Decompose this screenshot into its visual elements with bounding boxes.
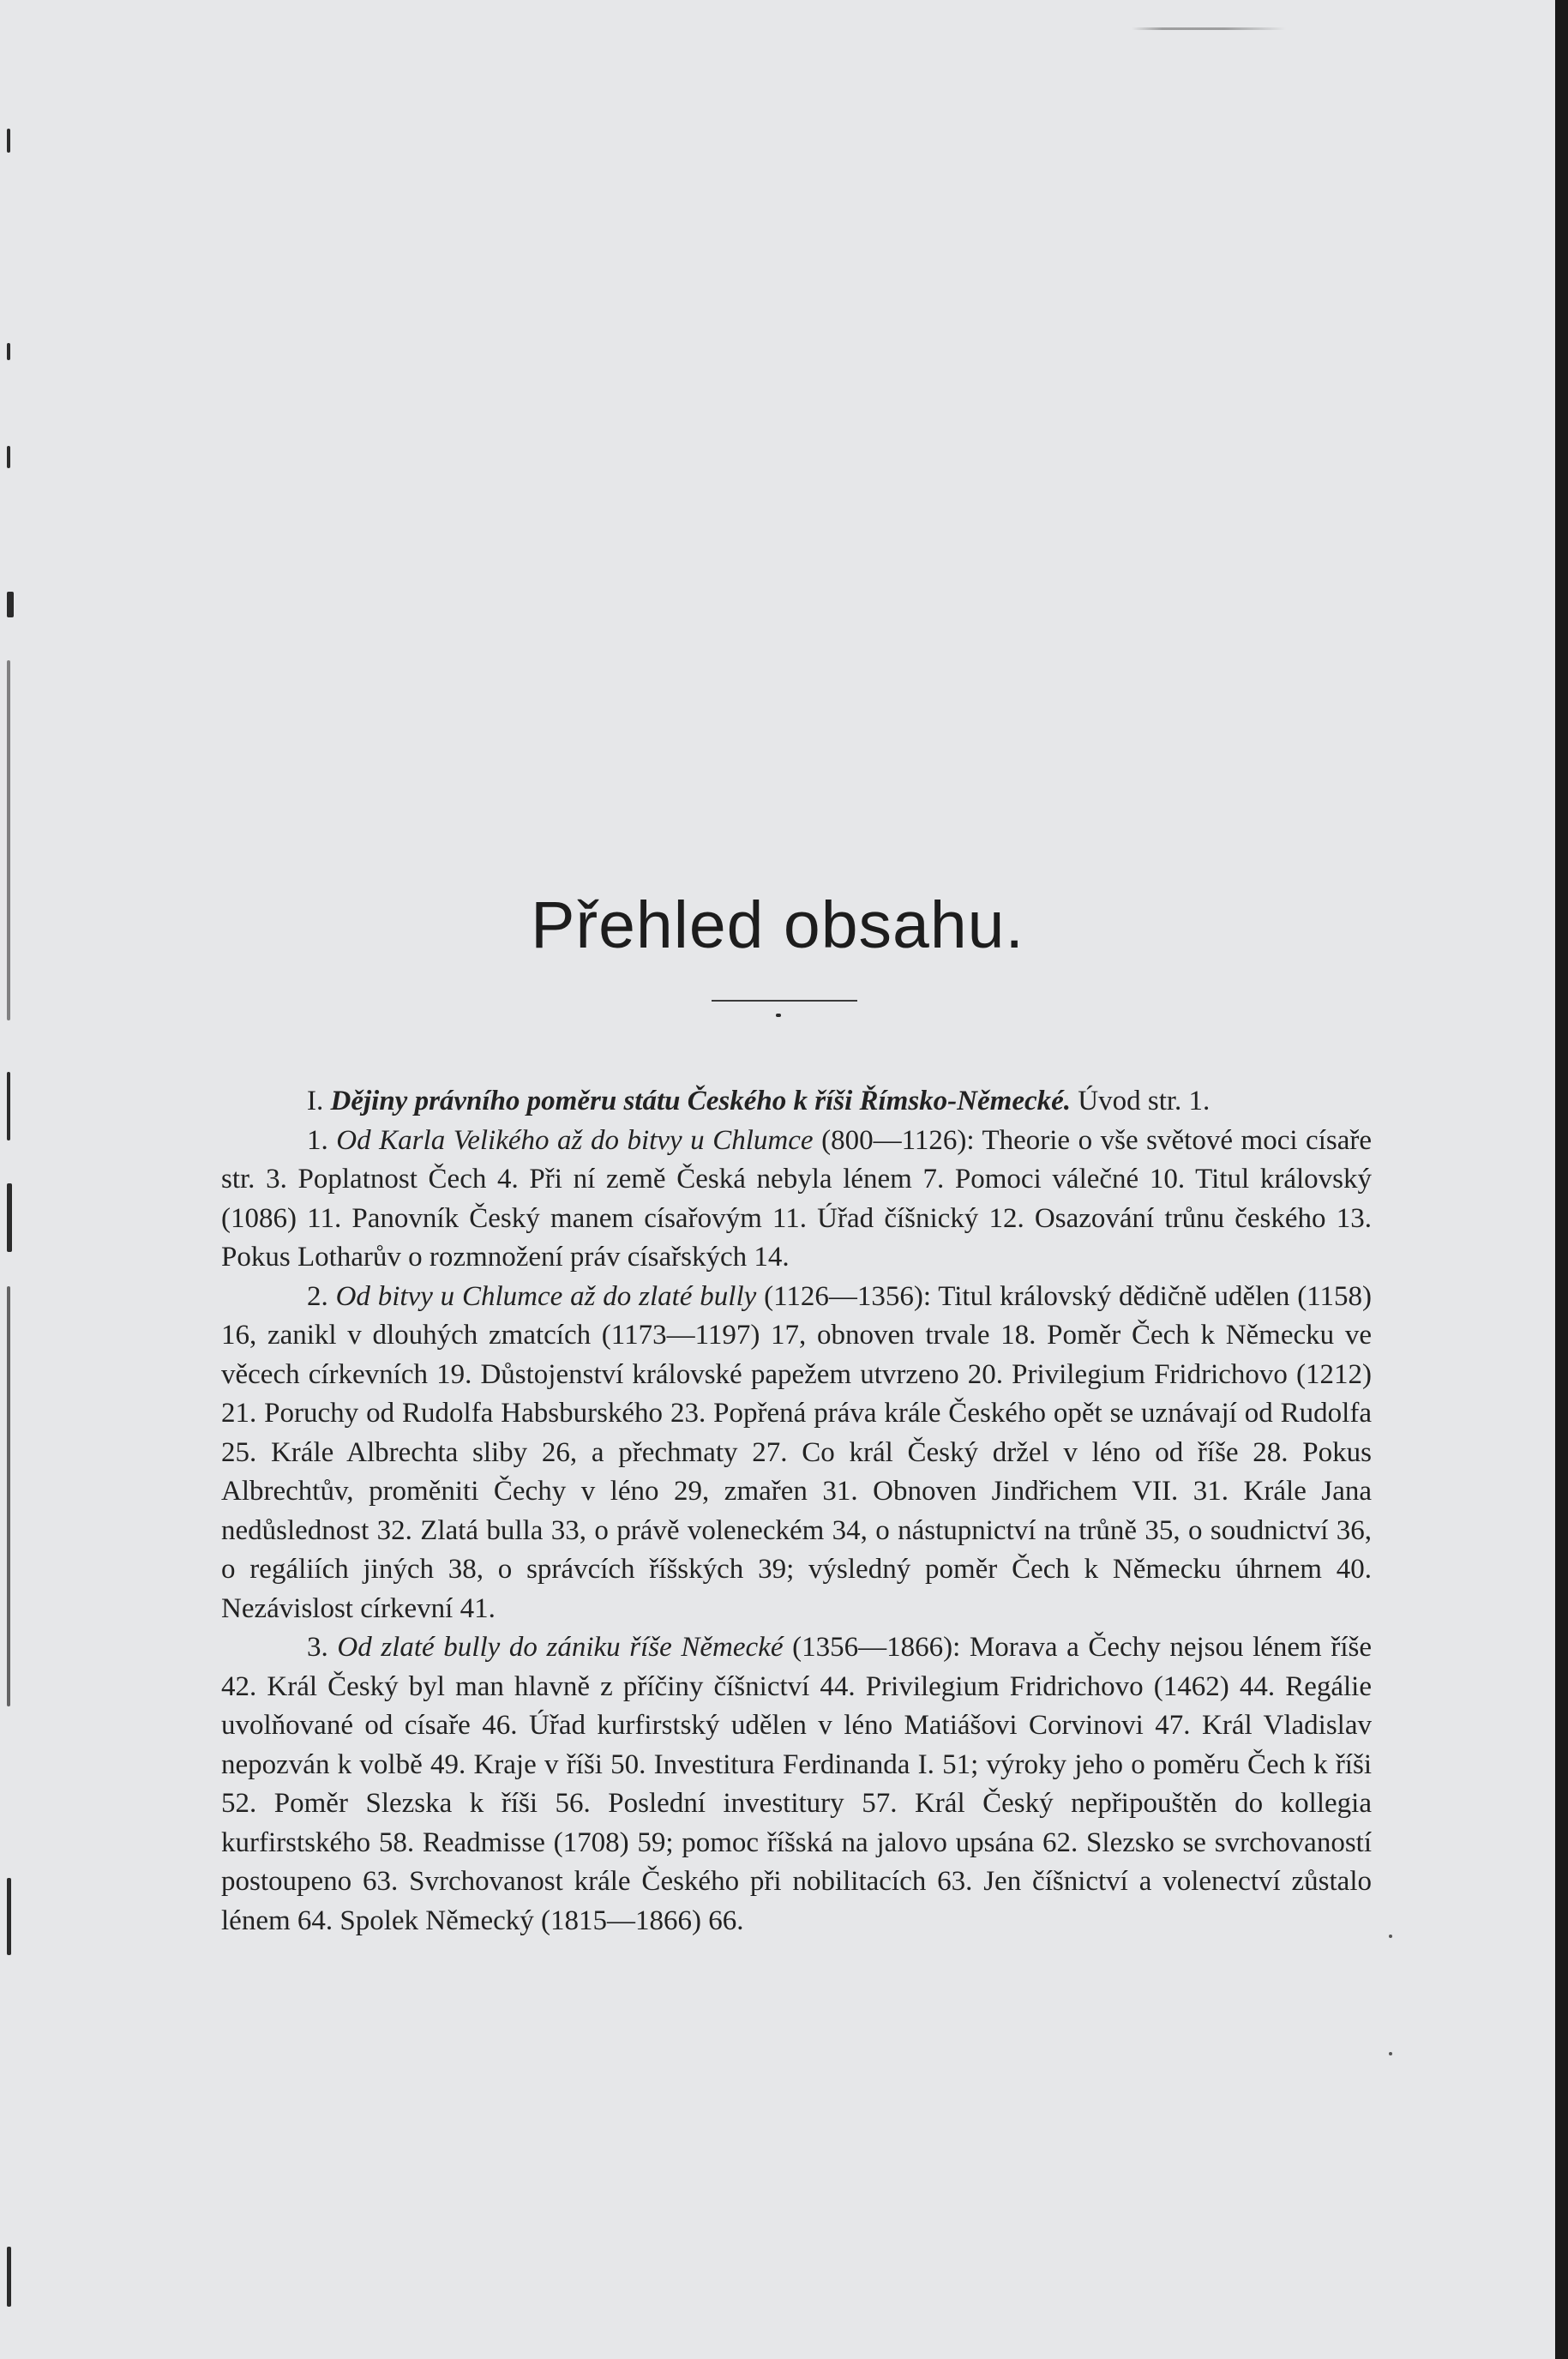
section-heading: Od zlaté bully do zániku říše Německé <box>337 1632 784 1663</box>
scan-artifact <box>7 1183 12 1252</box>
scan-artifact <box>7 343 10 360</box>
scan-border <box>1555 0 1568 2359</box>
part-heading <box>221 1082 1372 1122</box>
scan-artifact <box>7 2247 11 2307</box>
section-number: 3. <box>307 1632 328 1663</box>
part-number: I. <box>307 1086 324 1116</box>
title-ornament <box>776 1014 781 1017</box>
toc-section <box>221 1628 1372 1941</box>
toc-section <box>221 1278 1372 1629</box>
section-heading: Od bitvy u Chlumce až do zlaté bully <box>335 1280 757 1312</box>
part-title: Dějiny právního poměru státu Českého k říši Římsko-Německé. <box>330 1086 1072 1116</box>
section-text: (1126—1356): Titul královský dědičně udělen (1158) 16, zanikl v dlouhých zmatcích (1173—1197) 17, obnoven trvale 18. Poměr Čech k Německu ve věcech církevních 19. Důstojenství královské papežem utvrzeno 20. Privilegium Fridrichovo (1212) 21. Poruchy od Rudolfa Habsburského 23. Popřená práva krále Českého opět se uznávají od Rudolfa 25. Krále Albrechta sliby 26, a přechmaty 27. Co král Český držel v léno od říše 28. Pokus Albrechtův, proměniti Čechy v léno 29, zmařen 31. Obnoven Jindřichem VII. 31. Krále Jana nedůslednost 32. Zlatá bulla 33, o právě voleneckém 34, o nástupnictví na trůně 35, o soudnictví 36, o regáliích jiných 38, o správcích říšských 39; výsledný poměr Čech k Německu úhrnem 40. Nezávislost církevní 41. <box>221 1280 1373 1624</box>
scan-artifact <box>7 129 10 153</box>
part-intro: Úvod str. 1. <box>1078 1086 1211 1116</box>
scan-artifact <box>1389 2052 1392 2055</box>
section-heading: Od Karla Velikého až do bitvy u Chlumce <box>336 1124 814 1156</box>
title-divider <box>712 1000 857 1002</box>
scan-artifact <box>7 660 10 1020</box>
scan-artifact <box>1389 1935 1392 1938</box>
section-text: (1356—1866): Morava a Čechy nejsou lénem říše 42. Král Český byl man hlavně z příčiny číšnictví 44. Privilegium Fridrichovo (1462) 44. Regálie uvolňované od císaře 46. Úřad kurfirstský udělen v léno Matiášovi Corvinovi 47. Král Vladislav nepozván k volbě 49. Kraje v říši 50. Investitura Ferdinanda I. 51; výroky jeho o poměru Čech k říši 52. Poměr Slezska k říši 56. Poslední investitury 57. Král Český nepřipouštěn do kollegia kurfirstského 58. Readmisse (1708) 59; pomoc říšská na jalovo upsána 62. Slezsko se svrchovaností postoupeno 63. Svrchovanost krále Českého při nobilitacích 63. Jen číšnictví a volenectví zůstalo lénem 64. Spolek Německý (1815—1866) 66. <box>221 1632 1372 1936</box>
scan-artifact <box>7 1286 10 1706</box>
scan-artifact <box>7 1072 10 1140</box>
scan-artifact <box>7 592 14 617</box>
section-number: 2. <box>307 1280 328 1312</box>
toc-section <box>221 1122 1372 1278</box>
page-title: Přehled obsahu. <box>531 888 1024 962</box>
scan-artifact <box>7 446 10 468</box>
section-number: 1. <box>307 1124 328 1156</box>
scan-artifact <box>1132 27 1286 30</box>
table-of-contents <box>221 1082 1372 1941</box>
scan-artifact <box>7 1878 11 1955</box>
section-text: (800—1126): Theorie o vše světové moci císaře str. 3. Poplatnost Čech 4. Při ní země Česká nebyla lénem 7. Pomoci válečné 10. Titul královský (1086) 11. Panovník Český manem císařovým 11. Úřad číšnický 12. Osazování trůnu českého 13. Pokus Lotharův o rozmnožení práv císařských 14. <box>221 1124 1373 1273</box>
